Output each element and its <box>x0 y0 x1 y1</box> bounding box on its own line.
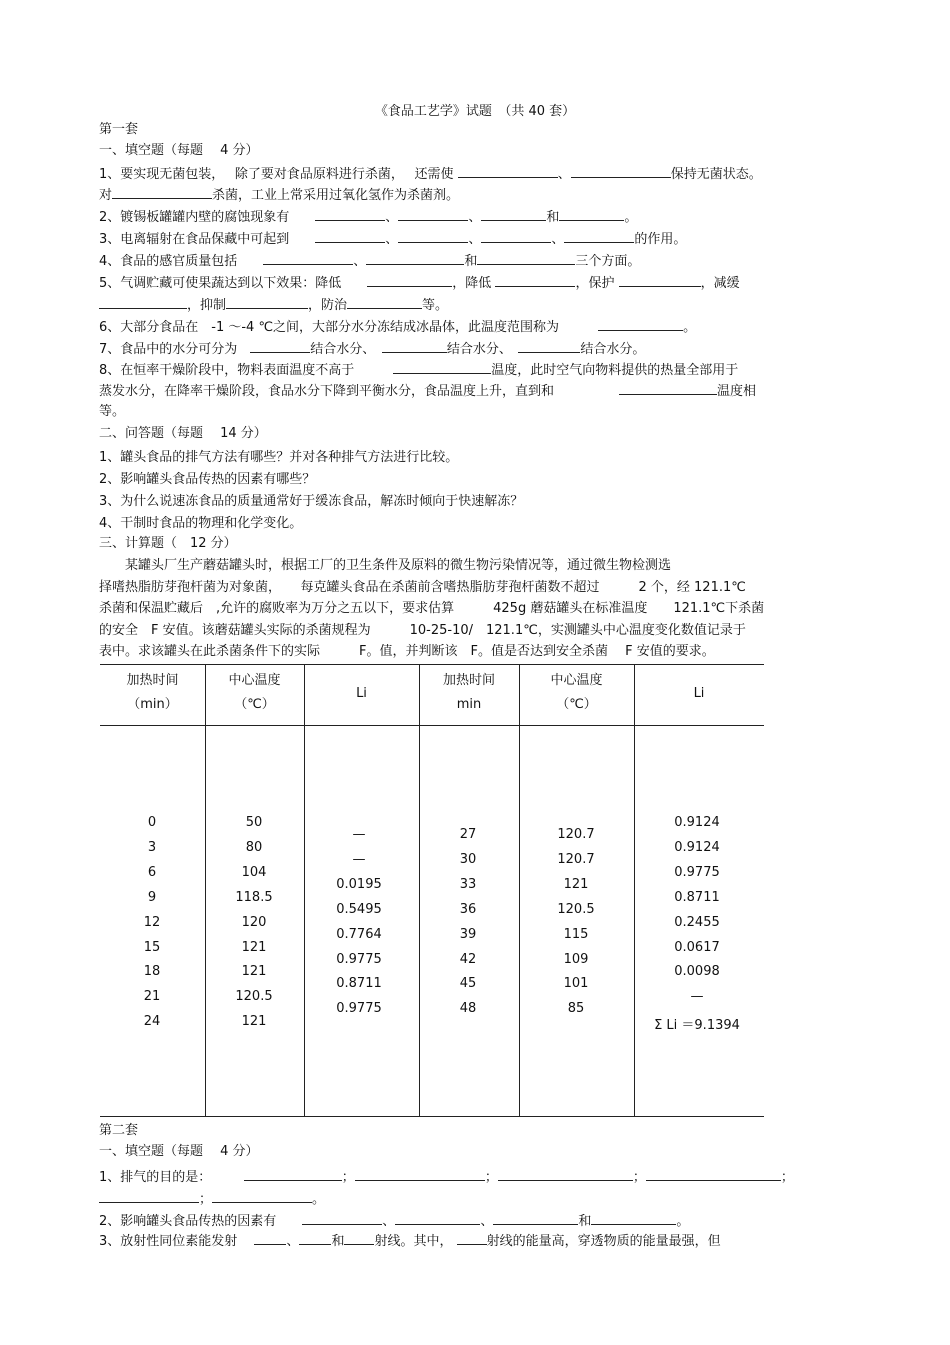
table-cell-li2: 0.0617 <box>674 939 720 955</box>
table-cell-temp2: 120.5 <box>557 901 595 917</box>
table-cell-time2: 30 <box>459 851 477 867</box>
table-cell-li1: — <box>352 851 366 867</box>
table-cell-temp2: 120.7 <box>557 851 595 867</box>
table-cell-li1: — <box>352 827 366 842</box>
table-cell-time2: 36 <box>459 901 477 917</box>
set1-q3: 3、电离辐射在食品保藏中可起到 、 、 、 的作用。 <box>99 232 687 247</box>
table-cell-time2: 33 <box>459 876 477 892</box>
table-cell-temp1: 104 <box>241 864 267 880</box>
set2-q1: 1、排气的目的是： ； ； ； ； <box>99 1170 794 1185</box>
set1-q7: 7、食品中的水分可分为 结合水分、 结合水分、 结合水分。 <box>99 342 646 357</box>
table-cell-time2: 39 <box>459 926 477 942</box>
set1-s2q2: 2、影响罐头食品传热的因素有哪些？ <box>99 472 316 487</box>
table-cell-temp2: 109 <box>563 951 589 967</box>
set1-s2q1: 1、罐头食品的排气方法有哪些？并对各种排气方法进行比较。 <box>99 450 459 465</box>
table-cell-temp2: 121 <box>563 876 589 892</box>
set1-heading: 第一套 <box>99 122 139 137</box>
set1-section2: 二、问答题（每题 14 分） <box>99 426 267 441</box>
set1-problem-line4: 的安全 F 安值。该蘑菇罐头实际的杀菌规程为 10-25-10/ 121.1℃，实测罐头中心温度变化数值记录于 <box>99 623 746 638</box>
table-cell-time1: 3 <box>147 839 157 855</box>
table-cell-temp2: 85 <box>567 1001 585 1017</box>
table-cell-li1: 0.0195 <box>336 876 382 892</box>
table-top-border <box>100 664 764 665</box>
table-cell-temp1: 118.5 <box>235 889 273 905</box>
header-time2: 加热时间 min <box>442 673 495 712</box>
set1-q8-cont: 蒸发水分，在降率干燥阶段，食品水分下降到平衡水分，食品温度上升，直到和 温度相 <box>99 384 757 399</box>
set2-q2: 2、影响罐头食品传热的因素有 、 、 和 。 <box>99 1214 690 1229</box>
set1-problem-line3: 杀菌和保温贮藏后 ,允许的腐败率为万分之五以下，要求估算 425g 蘑菇罐头在标准温度 121.1℃下杀菌 <box>99 601 765 616</box>
table-cell-li2: 0.2455 <box>674 914 720 930</box>
table-bottom-border <box>100 1116 764 1117</box>
set1-q5-cont: ，抑制 ，防治 等。 <box>99 296 448 315</box>
header-li1: Li <box>356 686 367 701</box>
set1-section3: 三、计算题（ 12 分） <box>99 536 237 551</box>
table-cell-time2: 42 <box>459 951 477 967</box>
table-cell-li1: 0.5495 <box>336 901 382 917</box>
table-cell-temp1: 121 <box>241 939 267 955</box>
document-title: 《食品工艺学》试题 （共 40 套） <box>374 104 576 119</box>
header-temp2: 中心温度 （℃） <box>550 673 603 712</box>
table-cell-li1: 0.8711 <box>336 976 382 992</box>
table-cell-time1: 15 <box>143 939 161 955</box>
set1-q8-end: 等。 <box>99 404 126 419</box>
table-cell-li2: 0.9124 <box>674 839 720 855</box>
set1-s2q4: 4、干制时食品的物理和化学变化。 <box>99 516 303 531</box>
set2-q1-cont: ； 。 <box>99 1190 325 1209</box>
table-cell-temp1: 80 <box>245 839 263 855</box>
set1-q8: 8、在恒率干燥阶段中，物料表面温度不高于 温度，此时空气向物料提供的热量全部用于 <box>99 363 739 378</box>
set1-problem-line1: 某罐头厂生产蘑菇罐头时，根据工厂的卫生条件及原料的微生物污染情况等，通过微生物检测选 <box>99 558 672 573</box>
table-cell-li2: 0.9124 <box>674 815 720 830</box>
table-cell-time2: 27 <box>459 827 477 842</box>
set1-q2: 2、镀锡板罐罐内壁的腐蚀现象有 、 、 和 。 <box>99 210 638 225</box>
header-time1: 加热时间 （min） <box>126 673 179 712</box>
table-cell-li2: 0.0098 <box>674 964 720 980</box>
table-cell-temp1: 120.5 <box>235 989 273 1005</box>
table-cell-temp2: 101 <box>563 976 589 992</box>
table-cell-li1: 0.9775 <box>336 1001 382 1017</box>
table-cell-li2: 0.8711 <box>674 889 720 905</box>
set1-q6: 6、大部分食品在 -1 ～-4 ℃之间，大部分水分冻结成冰晶体，此温度范围称为 。 <box>99 320 697 335</box>
table-cell-time1: 6 <box>147 864 157 880</box>
table-cell-li2: Σ Li ＝9.1394 <box>654 1018 740 1034</box>
header-temp1: 中心温度 （℃） <box>228 673 281 712</box>
set1-q4: 4、食品的感官质量包括 、 和 三个方面。 <box>99 254 641 269</box>
table-cell-li1: 0.9775 <box>336 951 382 967</box>
set2-q3: 3、放射性同位素能发射 、 和 射线。其中， 射线的能量高，穿透物质的能量最强，但 <box>99 1234 721 1249</box>
set2-heading: 第二套 <box>99 1123 139 1138</box>
table-cell-time1: 18 <box>143 964 161 980</box>
set1-problem-line2: 择嗜热脂肪芽孢杆菌为对象菌， 每克罐头食品在杀菌前含嗜热脂肪芽孢杆菌数不超过 2 个，经 121.1℃ <box>99 580 746 595</box>
table-cell-temp1: 121 <box>241 1014 267 1030</box>
table-cell-time2: 48 <box>459 1001 477 1017</box>
table-cell-time2: 45 <box>459 976 477 992</box>
set1-s2q3: 3、为什么说速冻食品的质量通常好于缓冻食品，解冻时倾向于快速解冻？ <box>99 494 524 509</box>
set1-q5: 5、气调贮藏可使果蔬达到以下效果：降低 ，降低 ，保护 ，减缓 <box>99 276 740 291</box>
set1-q1: 1、要实现无菌包装， 除了要对食品原料进行杀菌， 还需使 、 保持无菌状态。 <box>99 167 762 182</box>
table-header-border <box>100 725 764 726</box>
table-cell-time1: 24 <box>143 1014 161 1030</box>
table-cell-time1: 12 <box>143 914 161 930</box>
header-li2: Li <box>693 686 705 701</box>
table-cell-temp1: 120 <box>241 914 267 930</box>
set1-problem-line5: 表中。求该罐头在此杀菌条件下的实际 F。值，并判断该 F。值是否达到安全杀菌 F 安值的要求。 <box>99 644 715 659</box>
table-cell-temp1: 50 <box>245 815 263 830</box>
table-cell-time1: 9 <box>147 889 157 905</box>
set2-section1: 一、填空题（每题 4 分） <box>99 1144 259 1159</box>
table-cell-temp2: 115 <box>563 926 589 942</box>
table-cell-temp1: 121 <box>241 964 267 980</box>
set1-section1: 一、填空题（每题 4 分） <box>99 143 259 158</box>
table-cell-temp2: 120.7 <box>557 827 595 842</box>
table-cell-time1: 21 <box>143 989 161 1005</box>
table-cell-time1: 0 <box>147 815 157 830</box>
table-cell-li1: 0.7764 <box>336 926 382 942</box>
table-cell-li2: 0.9775 <box>674 864 720 880</box>
set1-q1-cont: 对 杀菌，工业上常采用过氧化氢作为杀菌剂。 <box>99 188 460 203</box>
table-cell-li2: — <box>690 989 704 1005</box>
